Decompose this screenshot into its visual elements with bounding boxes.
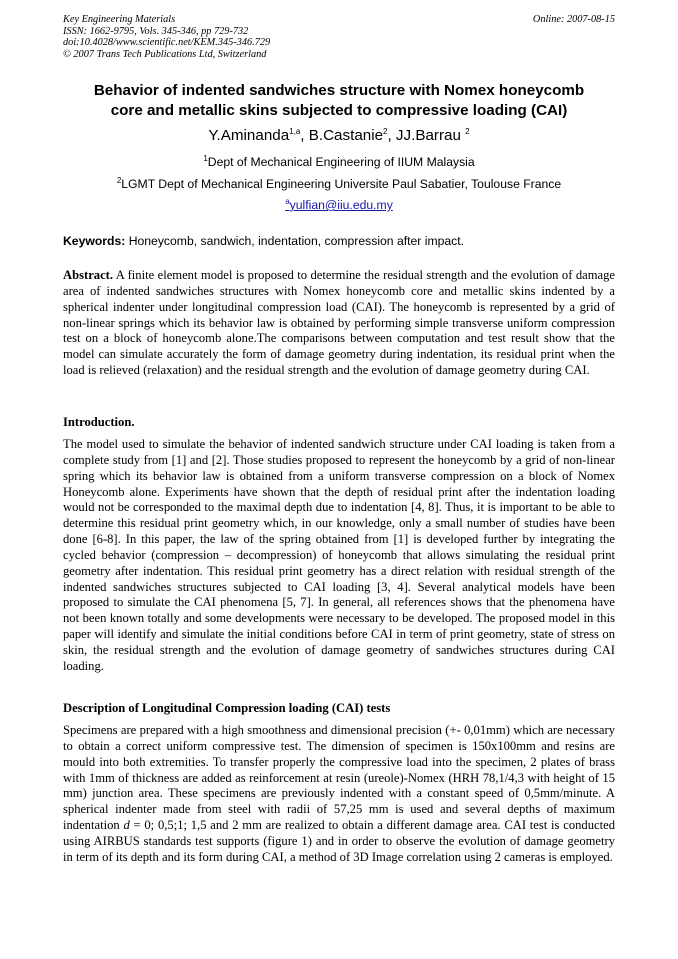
abstract xyxy=(63,268,615,379)
email-sup: a xyxy=(285,196,290,206)
email-text[interactable]: yulfian@iiu.edu.my xyxy=(289,198,393,212)
description-text xyxy=(63,723,615,866)
issn-line: ISSN: 1662-9795, Vols. 345-346, pp 729-732 xyxy=(63,25,249,37)
description-text-2: = 0; 0,5;1; 1,5 and 2 mm are realized to obtain a different damage area. CAI test is conducted using AIRBUS standards test supports (figure 1) and in order to observe the evolution of damage geometry in term of its depth and its form during CAI, a method of 3D Image correlation using 2 cameras is employed. xyxy=(63,818,615,864)
description-text-1: Specimens are prepared with a high smoothness and dimensional precision (+- 0,01mm) which are necessary to obtain a correct uniform compressive test. The dimension of specimen is 150x100mm and resins are mould into both extremities. To transfer properly the compressive load into the specimen, 2 plates of brass with 1mm of thickness are added as reinforcement at resin (ureole)-Nomex (HRH 78,1/4,3 with height of 15 mm) junction area. These specimens are previously indented with a constant speed of 0,5mm/minute. A spherical indenter made from steel with radii of 57,25 mm is used and several depths of maximum indentation xyxy=(63,723,615,833)
journal-name: Key Engineering Materials xyxy=(63,14,176,25)
affiliation-2 xyxy=(63,177,615,191)
affiliation-1 xyxy=(63,155,615,169)
keywords-label: Keywords: xyxy=(63,234,126,248)
introduction-heading: Introduction. xyxy=(63,415,135,429)
author-2: , B.Castanie xyxy=(300,127,384,144)
author-1: Y.Aminanda xyxy=(208,127,290,144)
title-line-2: core and metallic skins subjected to compressive loading (CAI) xyxy=(110,102,568,119)
abstract-label: Abstract. xyxy=(63,268,114,282)
copyright-line: © 2007 Trans Tech Publications Ltd, Switzerland xyxy=(63,48,267,60)
doi-line: doi:10.4028/www.scientific.net/KEM.345-346.729 xyxy=(63,37,271,49)
introduction-text: The model used to simulate the behavior of indented sandwich structure under CAI loading is taken from a complete study from [1] and [2]. Those studies proposed to represent the honeycomb by a grid of non-linear spring which its behavior law is obtained from a uniform transverse compression on a block of Nomex Honeycomb alone. Experiments have shown that the depth of residual print after the indentation loading would not be corresponded to the maximal depth due to indentation [4, 8]. Thus, it is important to be able to determine this residual print geometry which, in our knowledge, only a small number of studies have been done [6-8]. In this paper, the law of the spring obtained from [1] is developed further by integrating the cycled behavior (compression – decompression) of honeycomb that allows simulating the residual print geometry after indentation. This residual print geometry has a direct relation with residual strength of the indented sandwiches structures subjected to CAI loading [3, 4]. Several analytical models have been proposed to simulate the CAI phenomena [5, 7]. In general, all references shows that the phenomena have not been known totally and some developments were necessary to be developed. The proposed model in this paper will identify and simulate the initial conditions before CAI in term of print geometry, state of stress on skin, the residual strength and the evolution of damage geometry of sandwiches structures during CAI loading. xyxy=(63,437,615,673)
depth-variable: d xyxy=(123,818,130,833)
title-line-1: Behavior of indented sandwiches structure with Nomex honeycomb xyxy=(93,82,585,99)
author-3-sup: 2 xyxy=(465,126,470,136)
affiliation-1-sup: 1 xyxy=(203,153,208,163)
author-1-sup: 1,a xyxy=(289,126,301,136)
paper-title xyxy=(63,81,615,121)
email-link[interactable] xyxy=(63,198,615,212)
description-heading: Description of Longitudinal Compression loading (CAI) tests xyxy=(63,701,391,715)
affiliation-2-sup: 2 xyxy=(116,175,122,185)
journal-header xyxy=(63,14,615,60)
keywords-text: Honeycomb, sandwich, indentation, compression after impact. xyxy=(125,234,465,248)
author-3: , JJ.Barrau xyxy=(387,127,466,144)
keywords xyxy=(63,234,615,248)
affiliation-2-text: LGMT Dept of Mechanical Engineering Universite Paul Sabatier, Toulouse France xyxy=(121,177,562,191)
author-list xyxy=(63,127,615,145)
author-2-sup: 2 xyxy=(383,126,388,136)
affiliation-1-text: Dept of Mechanical Engineering of IIUM Malaysia xyxy=(207,155,475,169)
online-date: Online: 2007-08-15 xyxy=(532,14,615,25)
abstract-text: A finite element model is proposed to determine the residual strength and the evolution of damage area of indented sandwiches structures with Nomex honeycomb core and metallic skins indented by a spherical indenter under longitudinal compression load (CAI). The honeycomb is represented by a grid of non-linear springs which its behavior law is obtained by performing simple transverse uniform compression test on a block of honeycomb alone.The comparisons between computation and test result show that the model can simulate accurately the form of damage geometry during indentation, its residual print when the load is relieved (relaxation) and the residual strength and the evolution of damage geometry during CAI. xyxy=(63,268,615,378)
